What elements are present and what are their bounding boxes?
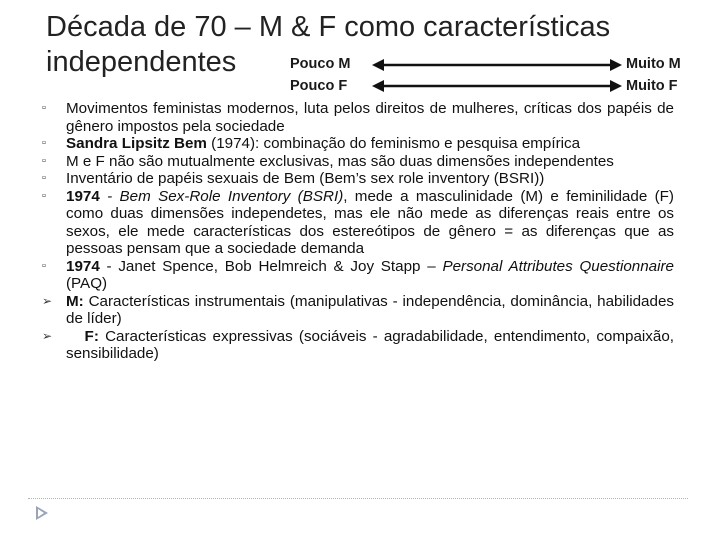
bullet-list	[42, 100, 674, 363]
scale-f-double-arrow	[372, 79, 622, 93]
slide-nav-arrow-icon[interactable]	[35, 505, 49, 521]
square-bullet-icon: ▫	[42, 189, 46, 202]
square-bullet-icon: ▫	[42, 259, 46, 272]
list-item: ➢ F: Características expressivas (sociáveis - agradabilidade, entendimento, compaixão, sensibilidade)	[42, 327, 674, 362]
square-bullet-icon: ▫	[42, 137, 46, 149]
list-item: ▫ 1974 - Janet Spence, Bob Helmreich & Joy Stapp – Personal Attributes Questionnaire (PAQ)	[42, 257, 675, 292]
scale-m-high-label: Muito M	[626, 56, 681, 72]
footer-divider	[28, 498, 688, 499]
scale-m-double-arrow	[372, 58, 622, 72]
square-bullet-icon: ▫	[42, 172, 46, 184]
arrow-bullet-icon: ➢	[42, 293, 53, 308]
scale-f-low-label: Pouco F	[290, 78, 348, 94]
list-item: ▫ Sandra Lipsitz Bem (1974): combinação do feminismo e pesquisa empírica	[42, 135, 581, 152]
square-bullet-icon: ▫	[42, 102, 46, 114]
arrow-bullet-icon: ➢	[42, 328, 53, 343]
title-line-2: independentes	[46, 46, 237, 78]
list-item: ▫ Inventário de papéis sexuais de Bem (Bem’s sex role inventory (BSRI))	[42, 170, 545, 187]
list-item: ▫ Movimentos feministas modernos, luta pelos direitos de mulheres, críticas dos papéis de gênero impostos pela sociedade	[42, 100, 674, 135]
list-item: ▫ M e F não são mutualmente exclusivas, mas são duas dimensões independentes	[42, 152, 614, 170]
square-bullet-icon: ▫	[42, 154, 46, 167]
list-item: ▫ 1974 - Bem Sex-Role Inventory (BSRI), mede a masculinidade (M) e feminilidade (F) como duas dimensões independetes, mas ele não mede as diferenças reais entre os sexos, ele mede características dos estereótipos de gênero = as diferenças que as pessoas pensam que a sociedade demanda	[42, 187, 674, 257]
scale-f-high-label: Muito F	[626, 78, 678, 94]
scale-m-low-label: Pouco M	[290, 56, 351, 72]
list-item: ➢ M: Características instrumentais (manipulativas - independência, dominância, habilidades de líder)	[42, 292, 674, 327]
title-line-1: Década de 70 – M & F como características	[46, 11, 611, 43]
